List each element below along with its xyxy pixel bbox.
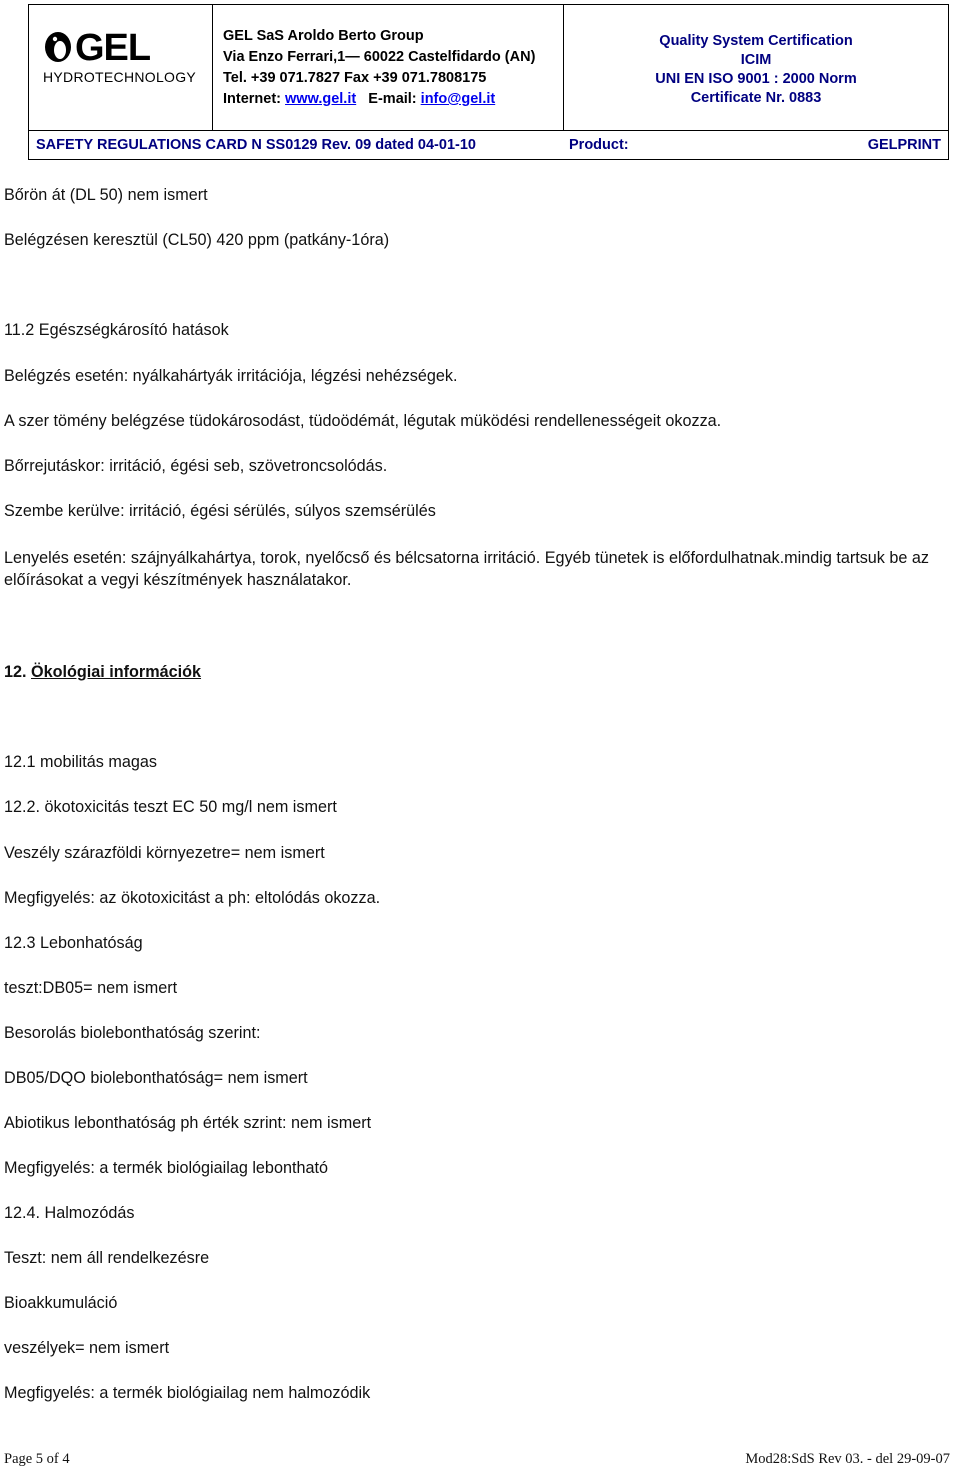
- paragraph: 12.1 mobilitás magas: [4, 753, 157, 771]
- paragraph: Szembe kerülve: irritáció, égési sérülés, súlyos szemsérülés: [4, 502, 436, 520]
- section-number: 12.: [4, 663, 27, 681]
- penguin-icon: [45, 32, 71, 62]
- paragraph: Besorolás biolebonthatóság szerint:: [4, 1024, 261, 1042]
- gel-logo: [43, 29, 203, 99]
- cert-norm: UNI EN ISO 9001 : 2000 Norm: [655, 71, 857, 87]
- logo-wordmark: GEL: [75, 29, 151, 69]
- logo-subtitle: HYDROTECHNOLOGY: [43, 69, 197, 85]
- company-name: GEL SaS Aroldo Berto Group: [223, 28, 424, 44]
- paragraph: Bioakkumuláció: [4, 1294, 118, 1312]
- paragraph: A szer tömény belégzése tüdokárosodást, tüdoödémát, légutak müködési rendellenességeit okozza.: [4, 412, 722, 430]
- paragraph: Megfigyelés: az ökotoxicitást a ph: eltolódás okozza.: [4, 889, 381, 907]
- paragraph: Bőrrejutáskor: irritáció, égési seb, szövetroncsolódás.: [4, 457, 388, 475]
- page-number: Page 5 of 4: [4, 1451, 70, 1467]
- cert-title: Quality System Certification: [659, 33, 853, 49]
- internet-label: Internet:: [223, 91, 281, 107]
- certification-info: [564, 32, 948, 108]
- company-info: [223, 26, 535, 110]
- header-divider: [212, 5, 213, 130]
- website-link[interactable]: www.gel.it: [285, 91, 357, 107]
- cert-number: Certificate Nr. 0883: [690, 90, 822, 106]
- paragraph: Bőrön át (DL 50) nem ismert: [4, 186, 208, 204]
- paragraph: DB05/DQO biolebonthatóság= nem ismert: [4, 1069, 308, 1087]
- section-heading: 11.2 Egészségkárosító hatások: [4, 321, 229, 339]
- paragraph: Teszt: nem áll rendelkezésre: [4, 1249, 210, 1267]
- paragraph: Lenyelés esetén: szájnyálkahártya, torok, nyelőcső és bélcsatorna irritáció. Egyéb tünetek is előfordulhatnak.mindig tartsuk be az előírásokat a vegyi készítmények használatakor.: [4, 549, 929, 589]
- card-row: [29, 131, 948, 159]
- paragraph: 12.2. ökotoxicitás teszt EC 50 mg/l nem ismert: [4, 798, 337, 816]
- paragraph: teszt:DB05= nem ismert: [4, 979, 178, 997]
- product-label: Product:: [569, 137, 629, 153]
- safety-card-label: SAFETY REGULATIONS CARD N SS0129 Rev. 09 dated 04-01-10: [36, 137, 476, 153]
- paragraph: 12.4. Halmozódás: [4, 1204, 135, 1222]
- section-heading: [4, 662, 201, 682]
- paragraph: veszélyek= nem ismert: [4, 1339, 170, 1357]
- paragraph: Abiotikus lebonthatóság ph érték szrint: nem ismert: [4, 1114, 372, 1132]
- paragraph: Belégzésen keresztül (CL50) 420 ppm (patkány-1óra): [4, 231, 390, 249]
- email-label: E-mail:: [368, 91, 417, 107]
- document-header: [28, 4, 949, 160]
- paragraph: Megfigyelés: a termék biológiailag nem halmozódik: [4, 1384, 371, 1402]
- product-value: GELPRINT: [867, 137, 941, 153]
- company-phone-fax: Tel. +39 071.7827 Fax +39 071.7808175: [223, 70, 487, 86]
- paragraph: Megfigyelés: a termék biológiailag lebontható: [4, 1159, 328, 1177]
- email-link[interactable]: info@gel.it: [420, 91, 496, 107]
- cert-body: ICIM: [740, 52, 772, 68]
- paragraph: Belégzés esetén: nyálkahártyák irritációja, légzési nehézségek.: [4, 367, 458, 385]
- document-reference: Mod28:SdS Rev 03. - del 29-09-07: [745, 1451, 950, 1467]
- company-contacts: [223, 89, 535, 110]
- company-address: Via Enzo Ferrari,1— 60022 Castelfidardo (AN): [223, 49, 536, 65]
- section-title: Ökológiai információk: [31, 663, 202, 681]
- paragraph: 12.3 Lebonhatóság: [4, 934, 143, 952]
- paragraph: Veszély szárazföldi környezetre= nem ismert: [4, 844, 325, 862]
